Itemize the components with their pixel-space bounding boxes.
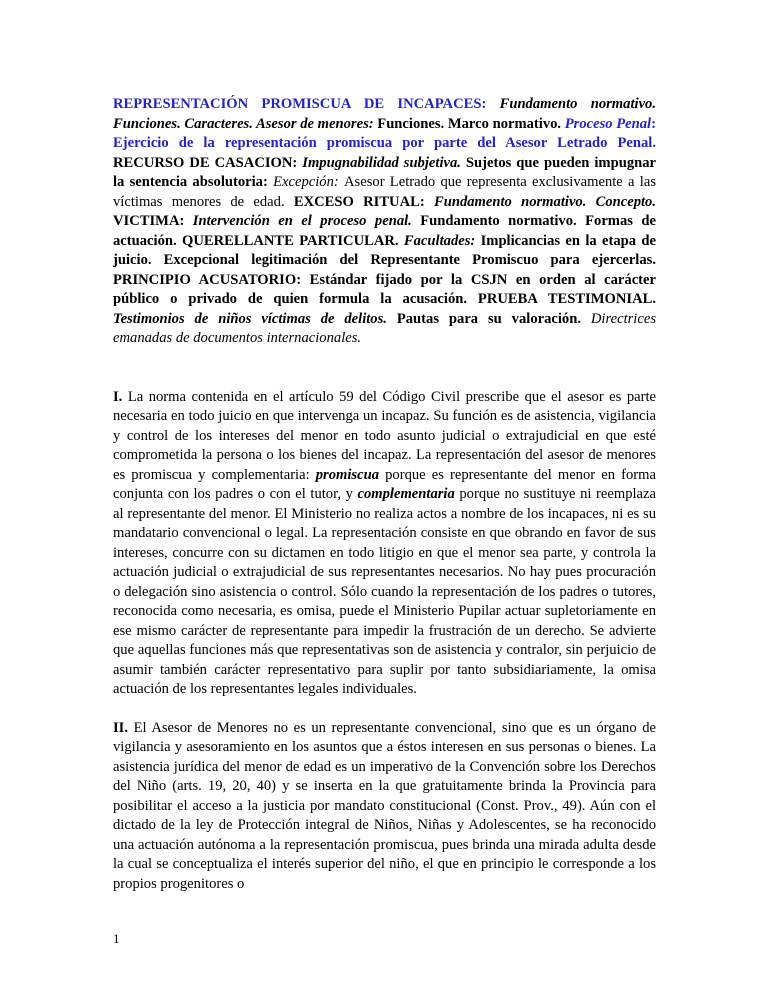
text-segment: Ejercicio de la representación promiscua por parte del Asesor Letrado Penal. (113, 135, 656, 151)
text-segment: I. (113, 388, 123, 405)
text-segment: Excepción: (273, 174, 345, 190)
text-segment: Facultades: (403, 232, 481, 249)
headnote-paragraph (113, 95, 656, 349)
text-segment: porque es representante del menor en forma conjunta con los padres o con el tutor, y (113, 466, 656, 502)
text-segment: REPRESENTACIÓN PROMISCUA DE INCAPACES: (113, 96, 500, 112)
text-segment: Funciones. Marco normativo. (377, 115, 565, 132)
text-segment: : (651, 115, 656, 132)
text-segment: Fundamento normativo. Formas de actuación. QUERELLANTE PARTICULAR. (113, 213, 656, 249)
text-segment: EXCESO RITUAL: (293, 193, 434, 210)
paragraph-I (113, 388, 656, 700)
text-segment: El Asesor de Menores no es un representante convencional, sino que es un órgano de vigilancia y asesoramiento en los asuntos que a éstos interesen en sus personas o bienes. La asistencia jurídica del menor de edad es un imperativo de la Convención sobre los Derechos del Niño (arts. 19, 20, 40) y se inserta en la que gratuitamente brinda la Provincia para posibilitar el acceso a la justicia por mandato constitucional (Const. Prov., 49). Aún con el dictado de la ley de Protección integral de Niños, Niñas y Adolescentes, se ha reconocido una actuación autónoma a la representación promiscua, pues brinda una mirada adulta desde la cual se conceptualiza el interés superior del niño, el que en principio le corresponde a los propios progenitores o (113, 719, 656, 892)
text-segment: Impugnabilidad subjetiva. (302, 154, 461, 171)
text-segment: La norma contenida en el artículo 59 del Código Civil prescribe que el asesor es parte necesaria en todo juicio en que intervenga un incapaz. Su función es de asistencia, vigilancia y control de los intereses del menor en todo asunto judicial o extrajudicial en que esté comprometida la persona o los bienes del incapaz. La representación del asesor de menores es promiscua y complementaria: (113, 388, 656, 483)
text-segment: Sujetos que pueden impugnar la sentencia absolutoria: (113, 154, 657, 190)
text-segment: Fundamento normativo. Concepto. (433, 193, 657, 210)
text-segment: Asesor Letrado que representa exclusivamente a las víctimas menores de edad. (113, 174, 656, 210)
text-segment: complementaria (357, 486, 455, 502)
text-segment: RECURSO DE CASACION: (113, 154, 303, 171)
text-segment: promiscua (315, 466, 379, 483)
page-number: 1 (113, 930, 120, 946)
text-segment: Pautas para su valoración. (396, 310, 591, 327)
text-segment: Directrices emanadas de documentos internacionales. (113, 310, 656, 346)
text-segment: Implicancias en la etapa de juicio. Excepcional legitimación del Representante Promiscuo para ejercerlas. PRINCIPIO ACUSATORIO: Estándar fijado por la CSJN en orden al carácter público o privado de quien formula la acusación. PRUEBA TESTIMONIAL. (113, 232, 656, 307)
text-segment: Proceso Penal (564, 115, 652, 132)
paragraph-II (113, 719, 656, 895)
text-segment: VICTIMA: (113, 213, 193, 229)
document-body (113, 95, 656, 894)
text-segment: Fundamento normativo. Funciones. Caracteres. Asesor de menores: (113, 96, 656, 132)
text-segment: porque no sustituye ni reemplaza al representante del menor. El Ministerio no realiza actos a nombre de los incapaces, ni es su mandatario convencional o legal. La representación consiste en que obrando en favor de sus intereses, concurre con su dictamen en todo litigio en que el menor sea parte, y controla la actuación judicial o extrajudicial de sus representantes necesarios. No hay pues procuración o delegación sino asistencia o control. Sólo cuando la representación de los padres o tutores, reconocida como necesaria, es omisa, puede el Ministerio Pupilar actuar supletoriamente en ese mismo carácter de representante para impedir la frustración de un derecho. Se advierte que aquellas funciones más que representativas son de asistencia y contralor, sin perjuicio de asumir también carácter representativo para suplir por tanto subsidiariamente, la omisa actuación de los representantes legales individuales. (113, 486, 656, 697)
text-segment: Intervención en el proceso penal. (192, 213, 421, 229)
text-segment: II. (113, 719, 129, 736)
text-segment: Testimonios de niños víctimas de delitos. (113, 310, 397, 327)
